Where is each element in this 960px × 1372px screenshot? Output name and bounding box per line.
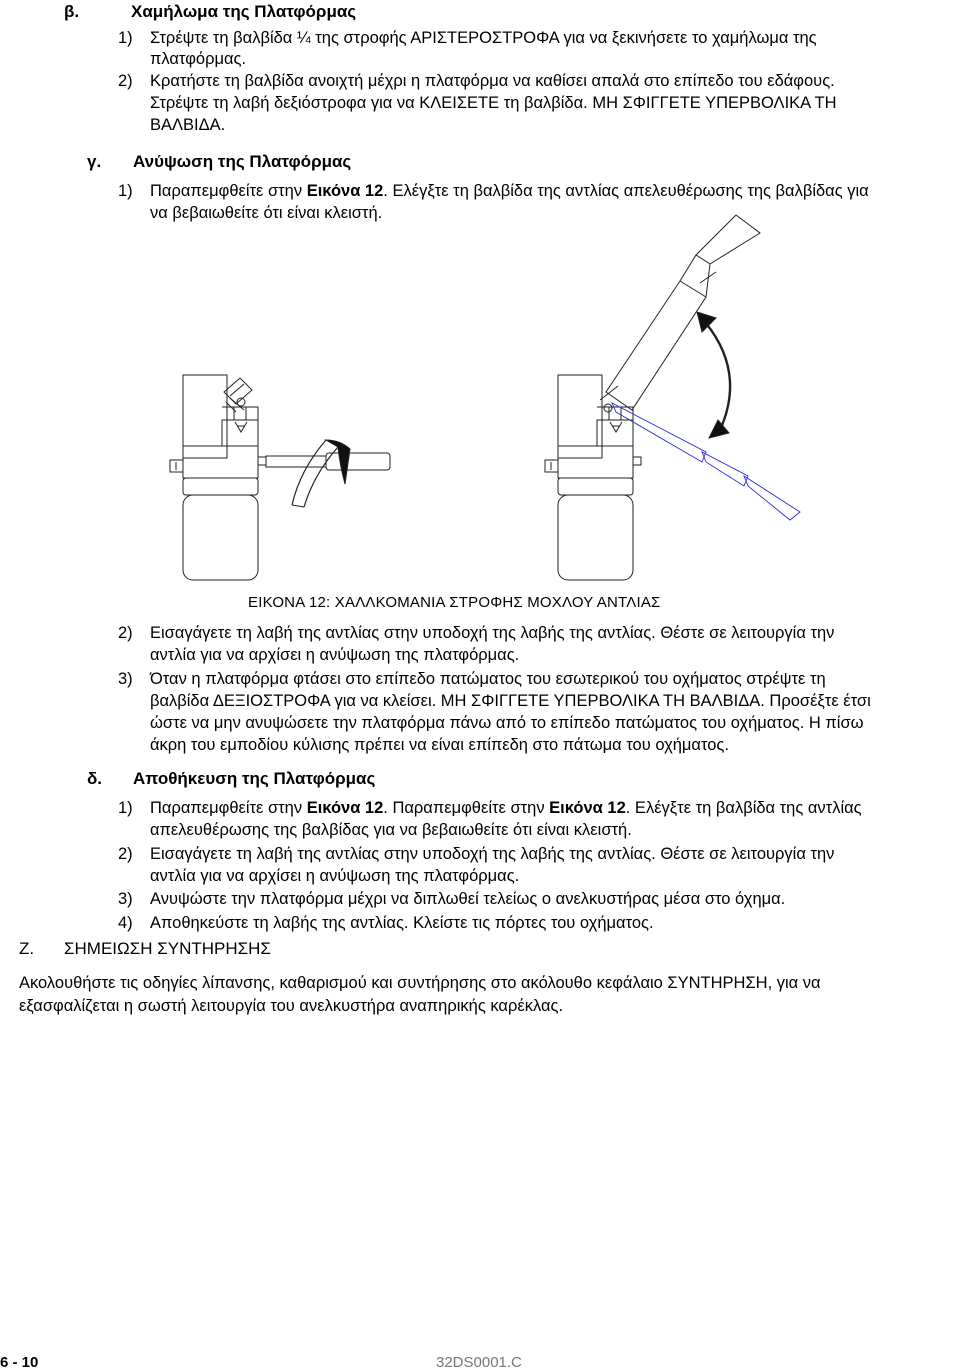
section-c-item2-number: 2)	[118, 624, 133, 642]
section-c-item1-text-rest: . Ελέγξτε τη βαλβίδα της αντλίας απελευθέρωσης της βαλβίδας για	[383, 182, 869, 200]
figure-12-caption: ΕΙΚΟΝΑ 12: ΧΑΛΛΚΟΜΑΝΙΑ ΣΤΡΟΦΗΣ ΜΟΧΛΟΥ ΑΝΤΛΙΑΣ	[248, 594, 661, 611]
section-b-item2-line3: ΒΑΛΒΙΔΑ.	[150, 116, 226, 134]
right-pump-illustration	[545, 215, 760, 580]
section-d-item2-number: 2)	[118, 845, 133, 863]
section-c-title: Ανύψωση της Πλατφόρμας	[133, 152, 352, 171]
page-number: 6 - 10	[0, 1354, 39, 1371]
section-c-item3-line2: βαλβίδα ΔΕΞΙΟΣΤΡΟΦΑ για να κλείσει. ΜΗ ΣΦΙΓΓΕΤΕ ΥΠΕΡΒΟΛΙΚΑ ΤΗ ΒΑΛΒΙΔΑ. Προσέξτε έτσι	[150, 692, 871, 710]
section-d-item1-line2: απελευθέρωσης της βαλβίδας για να βεβαιωθείτε ότι είναι κλειστή.	[150, 821, 632, 839]
handle-lowered-position	[612, 403, 800, 520]
section-d-item1-text-mid: . Παραπεμφθείτε στην	[383, 799, 550, 817]
section-d-item2-line2: αντλία για να αρχίσει η ανύψωση της πλατφόρμας.	[150, 867, 520, 885]
section-c-marker: γ.	[87, 152, 102, 171]
section-d-item3-line: Ανυψώστε την πλατφόρμα μέχρι να διπλωθεί τελείως ο ανελκυστήρας μέσα στο όχημα.	[150, 890, 786, 908]
section-b-title: Χαμήλωμα της Πλατφόρμας	[131, 2, 357, 21]
section-b-item1-number: 1)	[118, 29, 133, 47]
section-d-item4-line: Αποθηκεύστε τη λαβής της αντλίας. Κλείστε τις πόρτες του οχήματος.	[150, 914, 654, 932]
section-c-item1-line2: να βεβαιωθείτε ότι είναι κλειστή.	[150, 204, 383, 222]
section-c-item3-line3: ώστε να μην ανυψώσετε την πλατφόρμα πάνω από το επίπεδο πατώματος του οχήματος. Η πίσω	[150, 714, 864, 732]
section-z-marker: Ζ.	[19, 939, 35, 958]
section-c-item3-number: 3)	[118, 670, 133, 688]
figure-12-reference-1: Εικόνα 12	[306, 799, 384, 817]
section-c-item1-number: 1)	[118, 182, 133, 200]
section-z-line2: εξασφαλίζεται η σωστή λειτουργία του ανελκυστήρα αναπηρικής καρέκλας.	[19, 997, 564, 1015]
section-z-title: ΣΗΜΕΙΩΣΗ ΣΥΝΤΗΡΗΣΗΣ	[64, 939, 271, 958]
section-d-item1-number: 1)	[118, 799, 133, 817]
section-c-item3-line4: άκρη του εμποδίου κύλισης πρέπει να είναι επίπεδη στο πάτωμα του οχήματος.	[150, 736, 729, 754]
section-d-item3-number: 3)	[118, 890, 133, 908]
section-c-item1-text: Παραπεμφθείτε στην	[150, 182, 307, 200]
document-code: 32DS0001.C	[436, 1354, 522, 1371]
section-d-item4-number: 4)	[118, 914, 133, 932]
section-c-item2-line1: Εισαγάγετε τη λαβή της αντλίας στην υποδοχή της λαβής της αντλίας. Θέστε σε λειτουργία την	[150, 624, 835, 642]
section-d-title: Αποθήκευση της Πλατφόρμας	[133, 769, 376, 788]
section-d-marker: δ.	[87, 769, 103, 788]
section-c-item3-line1: Όταν η πλατφόρμα φτάσει στο επίπεδο πατώματος του εσωτερικού του οχήματος στρέψτε τη	[150, 670, 826, 688]
left-pump-illustration	[170, 375, 390, 580]
section-b-item2-number: 2)	[118, 72, 133, 90]
section-b-item1-line1: Στρέψτε τη βαλβίδα ¼ της στροφής ΑΡΙΣΤΕΡΟΣΤΡΟΦΑ για να ξεκινήσετε το χαμήλωμα της	[150, 29, 817, 47]
section-z-line1: Ακολουθήστε τις οδηγίες λίπανσης, καθαρισμού και συντήρησης στο ακόλουθο κεφάλαιο ΣΥΝΤΗΡΗΣΗ, για να	[19, 974, 821, 992]
section-b-marker: β.	[64, 2, 80, 21]
figure-12-reference-2: Εικόνα 12	[549, 799, 626, 817]
figure-12-pump-handle	[0, 0, 960, 600]
section-d-item2-line1: Εισαγάγετε τη λαβή της αντλίας στην υποδοχή της λαβής της αντλίας. Θέστε σε λειτουργία την	[150, 845, 835, 863]
section-d-item1-text-rest: . Ελέγξτε τη βαλβίδα της αντλίας	[625, 799, 862, 817]
section-d-item1-text: Παραπεμφθείτε στην	[150, 799, 307, 817]
figure-12-reference: Εικόνα 12	[306, 182, 384, 200]
section-b-item1-line2: πλατφόρμας.	[150, 50, 247, 68]
section-d-item1-line1	[150, 797, 862, 819]
section-b-item2-line1: Κρατήστε τη βαλβίδα ανοιχτή μέχρι η πλατφόρμα να καθίσει απαλά στο επίπεδο του εδάφους.	[150, 72, 835, 90]
section-c-item2-line2: αντλία για να αρχίσει η ανύψωση της πλατφόρμας.	[150, 646, 520, 664]
section-b-item2-line2: Στρέψτε τη λαβή δεξιόστροφα για να ΚΛΕΙΣΕΤΕ τη βαλβίδα. ΜΗ ΣΦΙΓΓΕΤΕ ΥΠΕΡΒΟΛΙΚΑ ΤΗ	[150, 94, 837, 112]
